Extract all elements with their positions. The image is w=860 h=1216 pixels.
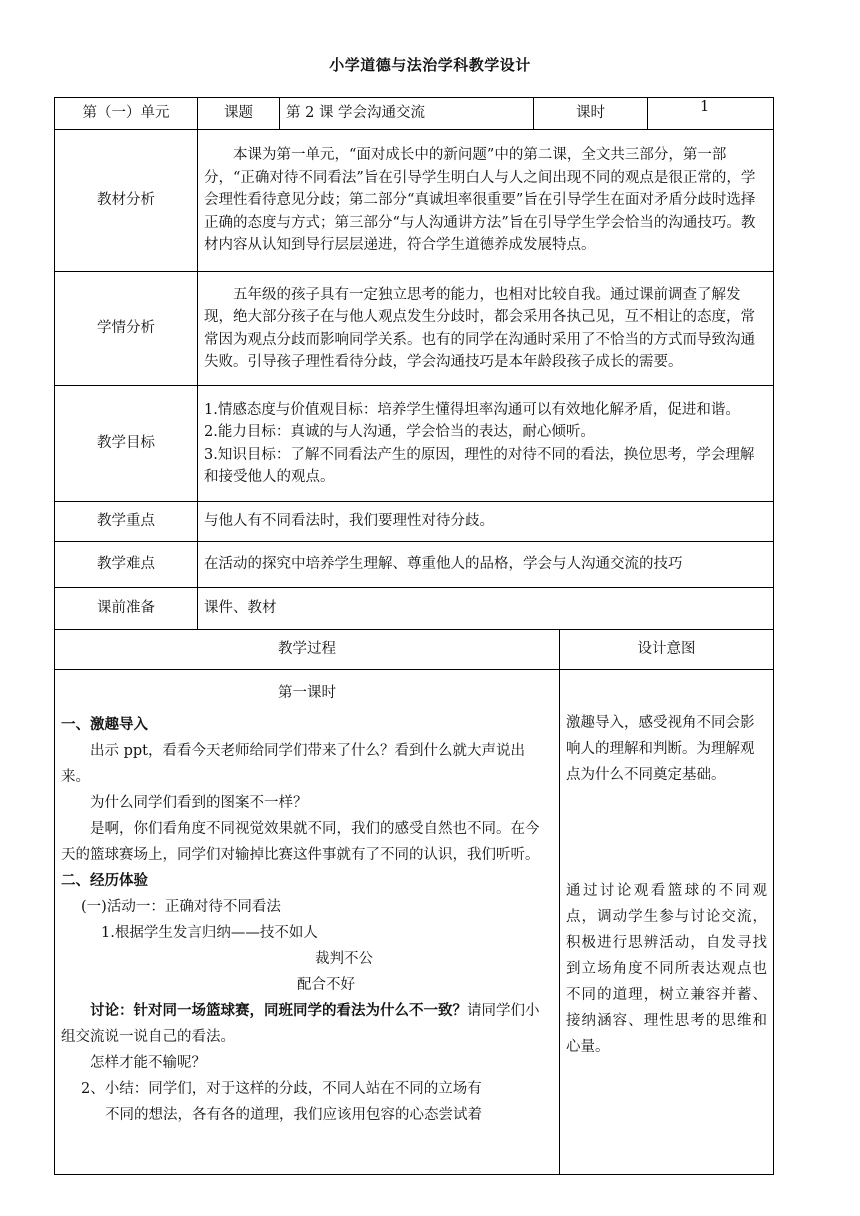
difficulty-row (55, 542, 774, 588)
summary-item: 配合不好 (297, 977, 355, 993)
lesson-title: 第 2 课 学会沟通交流 (280, 98, 534, 130)
key-label: 教学重点 (55, 502, 198, 542)
paragraph: 怎样才能不输呢？ (90, 1055, 206, 1071)
conclusion-line: 不同的想法，各有各的道理，我们应该用包容的心态尝试着 (105, 1107, 482, 1123)
section-title: 一、激趣导入 (61, 716, 148, 733)
material-row (55, 130, 774, 272)
material-label: 教材分析 (55, 130, 198, 272)
intent-text: 激趣导入，感受视角不同会影响人的理解和判断。为理解观点为什么不同奠定基础。 (566, 715, 755, 783)
prep-label: 课前准备 (55, 588, 198, 630)
goal-item: 3.知识目标：了解不同看法产生的原因，理性的对待不同的看法，换位思考，学会理解和接受他人的观点。 (204, 446, 755, 485)
intent-header: 设计意图 (560, 630, 774, 670)
period-value: 1 (648, 98, 774, 130)
summary-line: 1.根据学生发言归纳——技不如人 (101, 925, 318, 941)
goals-label: 教学目标 (55, 386, 198, 502)
process-row (55, 670, 774, 1175)
lesson-plan-table (54, 97, 774, 1175)
paragraph: 为什么同学们看到的图案不一样？ (90, 795, 308, 811)
process-body (55, 670, 560, 1175)
paragraph: 是啊，你们看角度不同视觉效果就不同，我们的感受自然也不同。在今天的篮球赛场上，同学们对输掉比赛这件事就有了不同的认识，我们听听。 (61, 821, 540, 863)
summary-item: 裁判不公 (315, 951, 373, 967)
discussion (61, 998, 553, 1050)
key-text: 与他人有不同看法时，我们要理性对待分歧。 (198, 502, 774, 542)
goals-row (55, 386, 774, 502)
process-header-row (55, 630, 774, 670)
lesson-heading: 第一课时 (278, 685, 336, 701)
unit-cell: 第（一）单元 (55, 98, 198, 130)
difficulty-text: 在活动的探究中培养学生理解、尊重他人的品格，学会与人沟通交流的技巧 (198, 542, 774, 588)
period-label: 课时 (534, 98, 648, 130)
goal-item: 2.能力目标：真诚的与人沟通，学会恰当的表达，耐心倾听。 (204, 424, 595, 440)
students-label: 学情分析 (55, 272, 198, 386)
discussion-instruction: 请同学们小组交流说一说自己的看法。 (61, 1003, 540, 1045)
difficulty-label: 教学难点 (55, 542, 198, 588)
prep-text: 课件、教材 (198, 588, 774, 630)
students-row (55, 272, 774, 386)
goals-cell (198, 386, 774, 502)
section-title: 二、经历体验 (61, 872, 148, 889)
goal-item: 1.情感态度与价值观目标：培养学生懂得坦率沟通可以有效地化解矛盾，促进和谐。 (204, 401, 740, 418)
intent-body (560, 670, 774, 1175)
header-row (55, 98, 774, 130)
document-title: 小学道德与法治学科教学设计 (329, 56, 531, 74)
lesson-label: 课题 (198, 98, 280, 130)
activity-title: (一)活动一：正确对待不同看法 (81, 899, 281, 915)
process-header: 教学过程 (55, 630, 560, 670)
material-text: 本课为第一单元，“面对成长中的新问题”中的第二课，全文共三部分，第一部分，“正确对待不同看法”旨在引导学生明白人与人之间出现不同的观点是很正常的，学会理性看待意见分歧；第二部分“真诚坦率很重要”旨在引导学生在面对矛盾分歧时选择正确的态度与方式；第三部分“与人沟通讲方法”旨在引导学生学会恰当的沟通技巧。教材内容从认知到导行层层递进，符合学生道德养成发展特点。 (198, 130, 774, 272)
students-text: 五年级的孩子具有一定独立思考的能力，也相对比较自我。通过课前调查了解发现，绝大部分孩子在与他人观点发生分歧时，都会采用各执己见，互不相让的态度，常常因为观点分歧而影响同学关系。也有的同学在沟通时采用了不恰当的方式而导致沟通失败。引导孩子理性看待分歧，学会沟通技巧是本年龄段孩子成长的需要。 (198, 272, 774, 386)
prep-row (55, 588, 774, 630)
conclusion-line: 2、小结：同学们，对于这样的分歧，不同人站在不同的立场有 (81, 1081, 482, 1097)
discussion-question: 讨论：针对同一场篮球赛，同班同学的看法为什么不一致？ (90, 1002, 467, 1019)
key-row (55, 502, 774, 542)
paragraph: 出示 ppt，看看今天老师给同学们带来了什么？看到什么就大声说出来。 (61, 743, 525, 785)
intent-text: 通过讨论观看篮球的不同观点，调动学生参与讨论交流，积极进行思辨活动，自发寻找到立场角度不同所表达观点也不同的道理，树立兼容并蓄、接纳涵容、理性思考的思维和心量。 (566, 883, 767, 1055)
